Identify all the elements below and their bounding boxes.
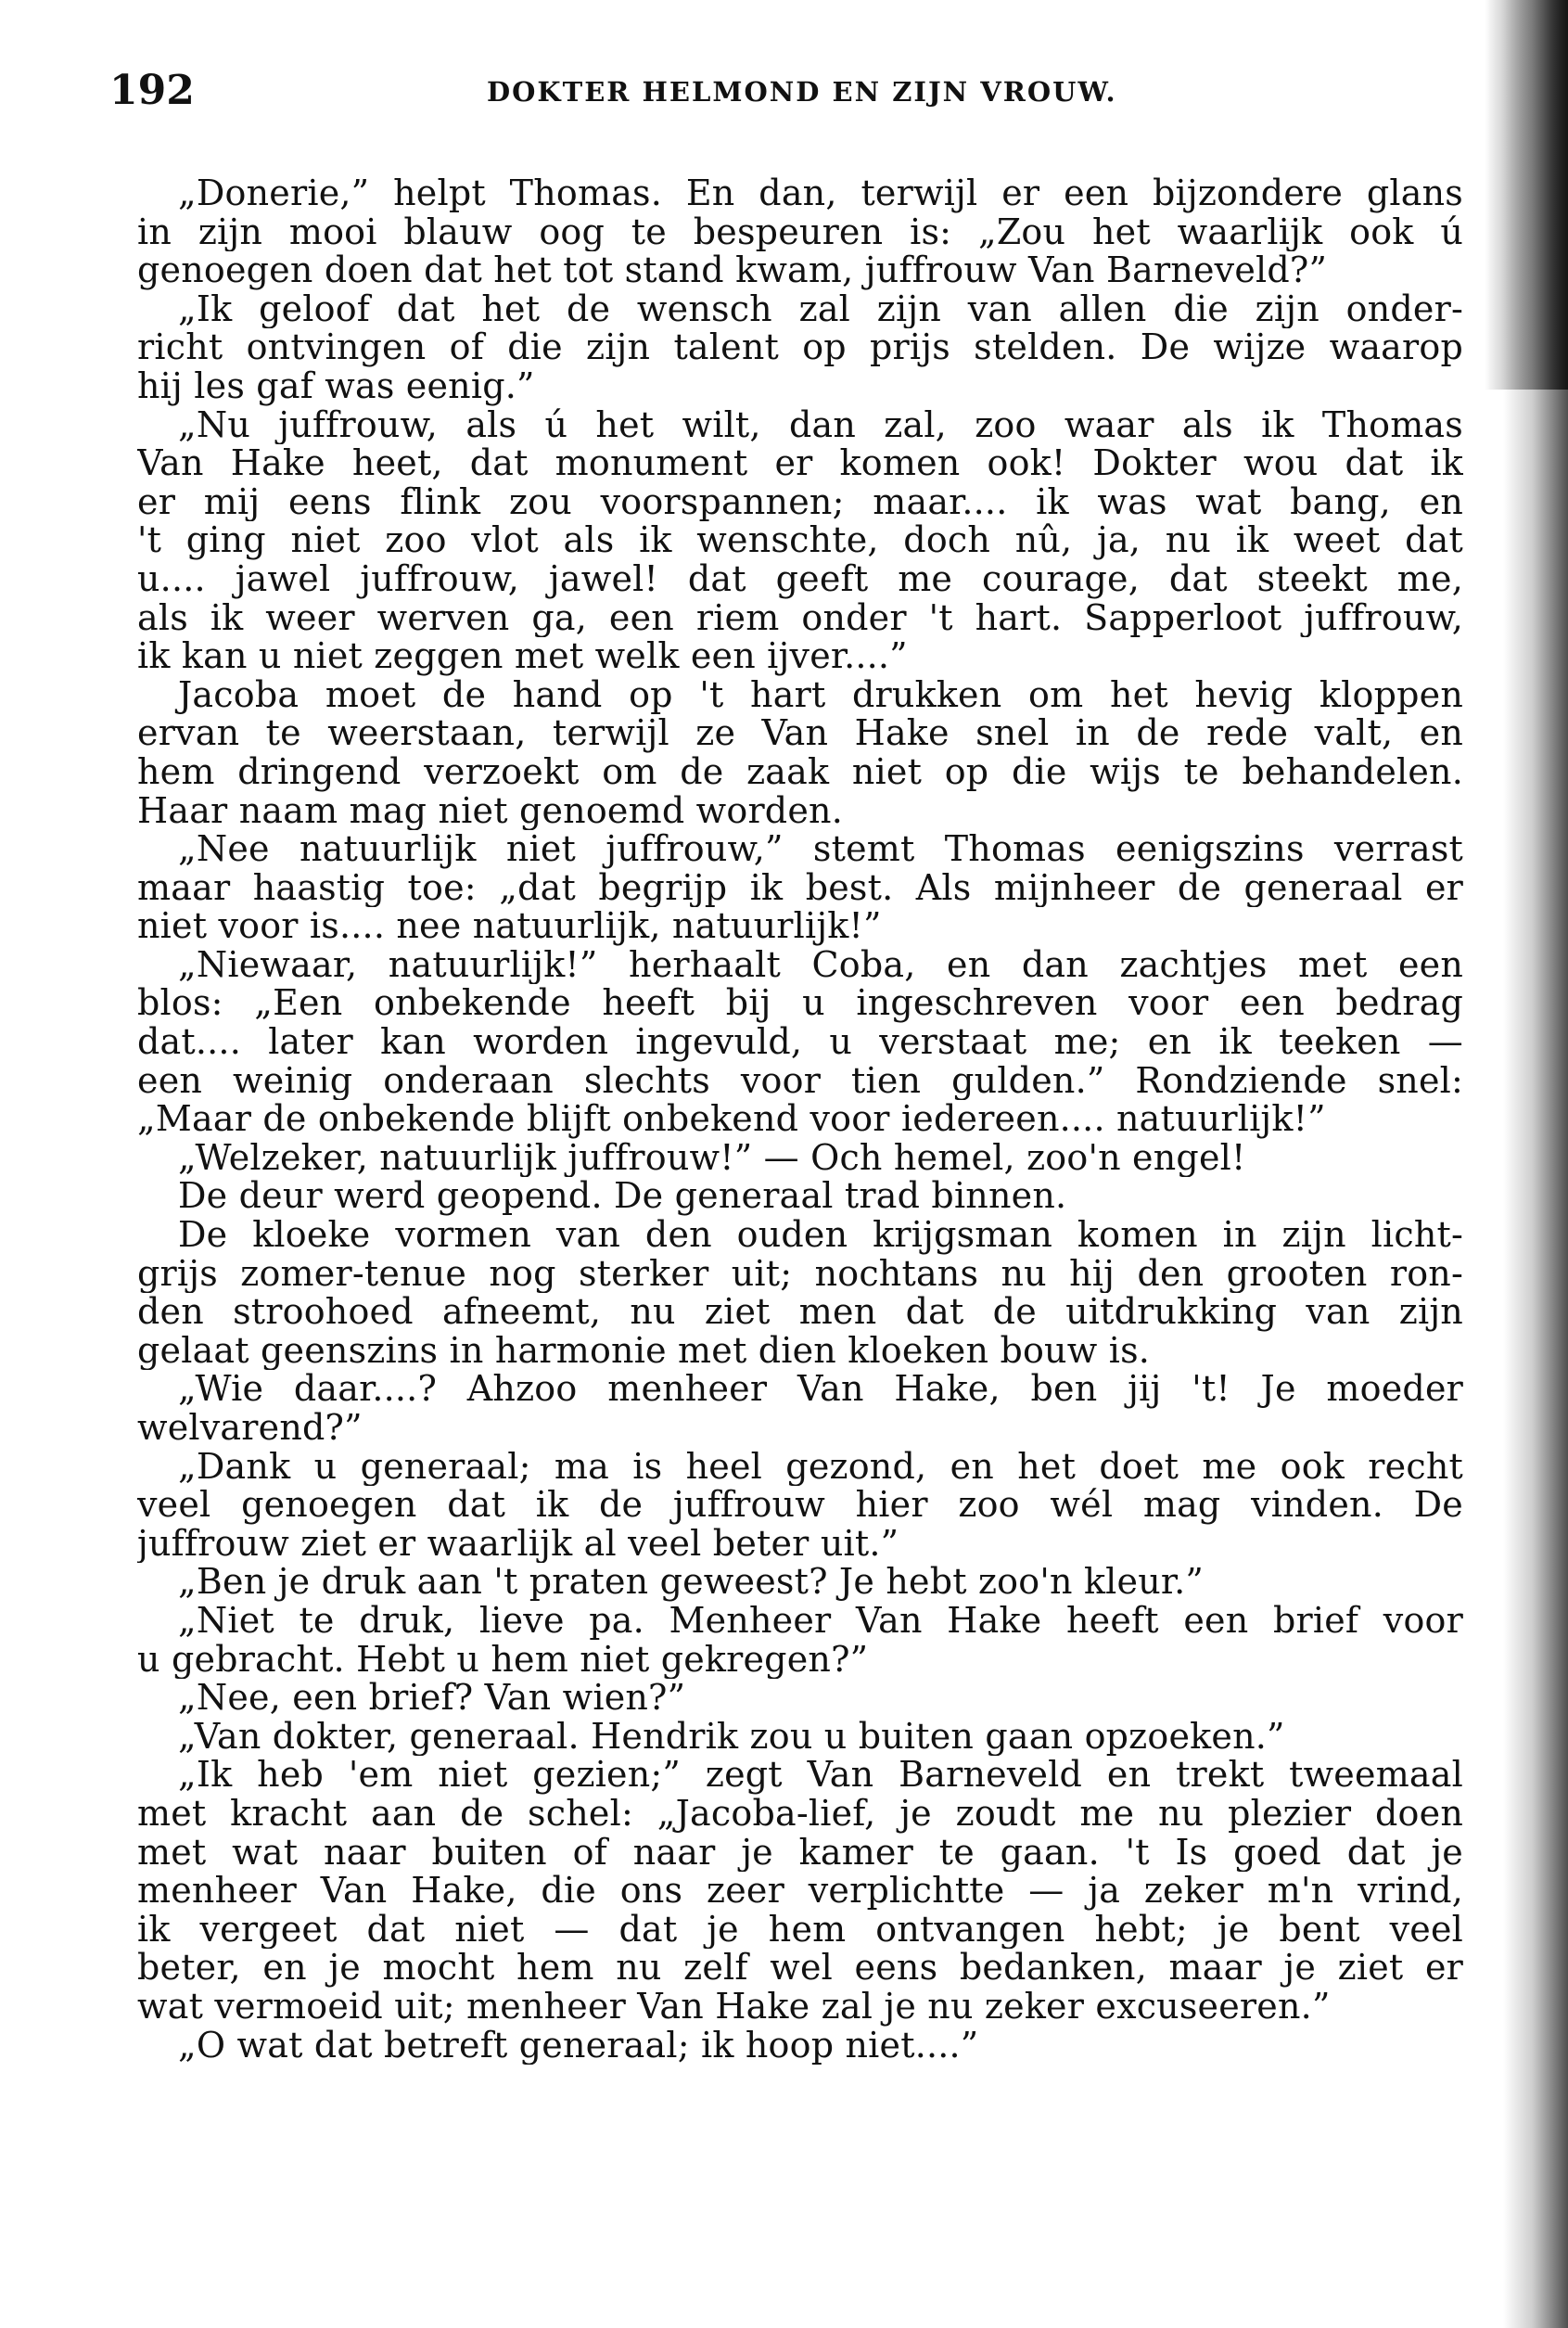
text-line: juffrouw ziet er waarlijk al veel beter uit.”	[137, 1524, 899, 1564]
text-line: Van Hake heet, dat monument er komen ook! Dokter wou dat ik	[137, 444, 1463, 483]
text-line: „O wat dat betreft generaal; ik hoop niet....”	[178, 2026, 979, 2066]
text-line: gelaat geenszins in harmonie met dien kloeken bouw is.	[137, 1331, 1151, 1371]
text-line: „Dank u generaal; ma is heel gezond, en het doet me ook recht	[178, 1447, 1463, 1487]
text-line: Jacoba moet de hand op 't hart drukken om het hevig kloppen	[178, 675, 1463, 715]
text-line: er mij eens flink zou voorspannen; maar.... ik was wat bang, en	[137, 482, 1463, 522]
text-line: De deur werd geopend. De generaal trad binnen.	[178, 1177, 1067, 1217]
text-line: „Donerie,” helpt Thomas. En dan, terwijl er een bijzondere glans	[178, 174, 1463, 213]
text-line: beter, en je mocht hem nu zelf wel eens bedanken, maar je ziet er	[137, 1949, 1463, 1988]
text-line: den stroohoed afneemt, nu ziet men dat de uitdrukking van zijn	[137, 1293, 1463, 1332]
text-line: ik vergeet dat niet — dat je hem ontvangen hebt; je bent veel	[137, 1910, 1463, 1950]
text-line: met kracht aan de schel: „Jacoba-lief, je zoudt me nu plezier doen	[137, 1794, 1463, 1834]
text-line: richt ontvingen of die zijn talent op prijs stelden. De wijze waarop	[137, 328, 1463, 367]
page-number: 192	[109, 67, 195, 114]
text-line: „Wie daar....? Ahzoo menheer Van Hake, ben jij 't! Je moeder	[178, 1370, 1463, 1409]
text-line: wat vermoeid uit; menheer Van Hake zal je nu zeker excuseeren.”	[137, 1987, 1331, 2027]
text-line: veel genoegen dat ik de juffrouw hier zoo wél mag vinden. De	[137, 1486, 1463, 1525]
text-line: een weinig onderaan slechts voor tien gulden.” Rondziende snel:	[137, 1061, 1463, 1101]
text-line: „Ik heb 'em niet gezien;” zegt Van Barneveld en trekt tweemaal	[178, 1756, 1463, 1795]
text-line: „Nee natuurlijk niet juffrouw,” stemt Thomas eenigszins verrast	[178, 830, 1463, 869]
text-line: „Ben je druk aan 't praten geweest? Je hebt zoo'n kleur.”	[178, 1563, 1204, 1602]
text-line: De kloeke vormen van den ouden krijgsman komen in zijn licht-	[178, 1216, 1463, 1255]
text-line: hij les gaf was eenig.”	[137, 366, 535, 406]
text-line: menheer Van Hake, die ons zeer verplichtte — ja zeker m'n vrind,	[137, 1872, 1463, 1911]
text-line: als ik weer werven ga, een riem onder 't hart. Sapperloot juffrouw,	[137, 598, 1463, 638]
page-edge-shadow	[1503, 0, 1568, 2328]
text-line: „Nee, een brief? Van wien?”	[178, 1679, 686, 1718]
text-line: „Welzeker, natuurlijk juffrouw!” — Och hemel, zoo'n engel!	[178, 1138, 1246, 1178]
text-line: welvarend?”	[137, 1409, 363, 1448]
text-line: ik kan u niet zeggen met welk een ijver....”	[137, 637, 908, 676]
text-line: „Van dokter, generaal. Hendrik zou u buiten gaan opzoeken.”	[178, 1717, 1285, 1757]
text-line: „Niet te druk, lieve pa. Menheer Van Hake heeft een brief voor	[178, 1601, 1463, 1641]
text-line: u gebracht. Hebt u hem niet gekregen?”	[137, 1640, 869, 1680]
text-line: grijs zomer-tenue nog sterker uit; nochtans nu hij den grooten ron-	[137, 1254, 1463, 1294]
text-line: in zijn mooi blauw oog te bespeuren is: „Zou het waarlijk ook ú	[137, 212, 1463, 252]
text-line: maar haastig toe: „dat begrijp ik best. Als mijnheer de generaal er	[137, 868, 1463, 908]
text-line: ervan te weerstaan, terwijl ze Van Hake snel in de rede valt, en	[137, 714, 1463, 753]
running-head: DOKTER HELMOND EN ZIJN VROUW.	[487, 76, 1117, 108]
text-line: genoegen doen dat het tot stand kwam, juffrouw Van Barneveld?”	[137, 251, 1328, 290]
text-line: dat.... later kan worden ingevuld, u verstaat me; en ik teeken —	[137, 1023, 1463, 1062]
text-line: niet voor is.... nee natuurlijk, natuurlijk!”	[137, 907, 882, 946]
text-line: „Nu juffrouw, als ú het wilt, dan zal, zoo waar als ik Thomas	[178, 405, 1463, 445]
text-line: u.... jawel juffrouw, jawel! dat geeft me courage, dat steekt me,	[137, 559, 1463, 599]
text-line: met wat naar buiten of naar je kamer te gaan. 't Is goed dat je	[137, 1833, 1463, 1873]
body-text	[137, 174, 1463, 2065]
text-line: blos: „Een onbekende heeft bij u ingeschreven voor een bedrag	[137, 984, 1463, 1024]
text-line: „Niewaar, natuurlijk!” herhaalt Coba, en dan zachtjes met een	[178, 945, 1463, 985]
text-line: „Maar de onbekende blijft onbekend voor iedereen.... natuurlijk!”	[137, 1100, 1326, 1139]
text-line: Haar naam mag niet genoemd worden.	[137, 791, 843, 831]
text-line: 't ging niet zoo vlot als ik wenschte, doch nû, ja, nu ik weet dat	[137, 521, 1463, 560]
text-line: hem dringend verzoekt om de zaak niet op die wijs te behandelen.	[137, 752, 1463, 792]
page-header	[109, 67, 1482, 122]
text-line: „Ik geloof dat het de wensch zal zijn van allen die zijn onder-	[178, 289, 1463, 329]
